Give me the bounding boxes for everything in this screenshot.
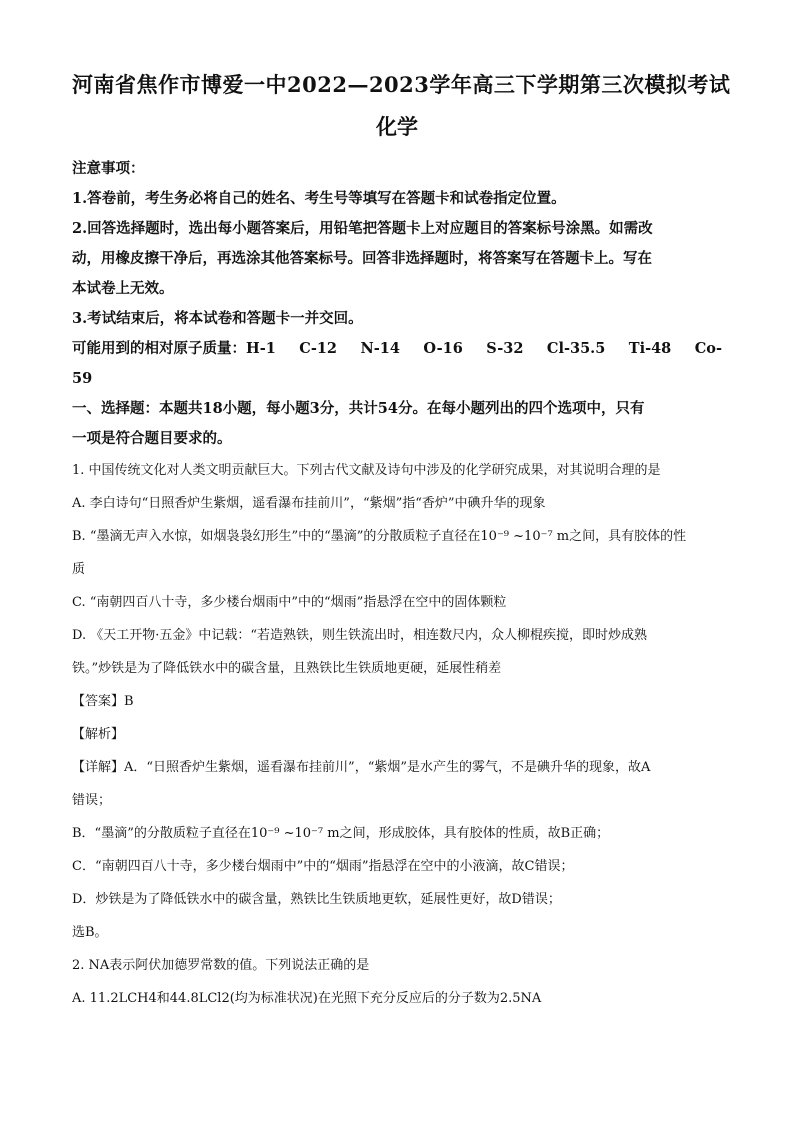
- detail-b: [72, 817, 722, 850]
- choose-line: 选B。: [72, 925, 108, 940]
- answer-value: B: [124, 694, 134, 709]
- answer-tag: 【答案】: [72, 694, 125, 709]
- atomic-masses-label: 可能用到的相对原子质量：H-1: [72, 340, 276, 357]
- question-2: [72, 949, 722, 1015]
- option-b-text: B. “墨滴无声入水惊，如烟袅袅幻形生”中的“墨滴”的分散质粒子直径在: [72, 529, 481, 544]
- option-b-cont: 质: [72, 562, 86, 577]
- atomic-mass: O-16: [423, 340, 463, 357]
- atomic-mass: Cl-35.5: [546, 340, 606, 357]
- atomic-mass-wrap: 59: [72, 370, 93, 387]
- note-line: 动，用橡皮擦干净后，再选涂其他答案标号。回答非选择题时，将答案写在答题卡上。写在: [72, 250, 652, 267]
- detail-a-text: A．“日照香炉生紫烟，遥看瀑布挂前川”，“紫烟”是水产生的雾气，不是碘升华的现象，故A: [124, 760, 651, 775]
- detail-b-text: B．“墨滴”的分散质粒子直径在: [72, 826, 251, 841]
- detail-a: [72, 751, 722, 784]
- note-line: 2.回答选择题时，选出每小题答案后，用铅笔把答题卡上对应题目的答案标号涂黑。如需改: [72, 220, 653, 237]
- detail-b-formula: 10⁻⁹ ~10⁻⁷ m: [250, 826, 340, 841]
- section-heading-cont: 一项是符合题目要求的。: [72, 430, 232, 447]
- detail-tag: 【详解】: [72, 760, 125, 775]
- option-a: A. 11.2LCH4和44.8LCl2(均为标准状况)在光照下充分反应后的分子数为2.5NA: [72, 991, 542, 1006]
- question-stem: 2. NA表示阿伏加德罗常数的值。下列说法正确的是: [72, 958, 370, 973]
- note-line: 1.答卷前，考生务必将自己的姓名、考生号等填写在答题卡和试卷指定位置。: [72, 190, 566, 207]
- exam-page: [72, 70, 731, 1015]
- atomic-masses-row: [72, 334, 722, 364]
- atomic-mass: N-14: [360, 340, 400, 357]
- option-a: A. 李白诗句“日照香炉生紫烟，遥看瀑布挂前川”，“紫烟”指“香炉”中碘升华的现象: [72, 496, 546, 511]
- detail-b-text-end: 之间，形成胶体，具有胶体的性质，故B正确；: [339, 826, 610, 841]
- option-c: C. “南朝四百八十寺，多少楼台烟雨中”中的“烟雨”指悬浮在空中的固体颗粒: [72, 595, 507, 610]
- atomic-mass: Co-: [694, 340, 722, 357]
- option-b-text-end: 之间，具有胶体的性: [569, 529, 687, 544]
- analysis-tag: 【解析】: [72, 727, 125, 742]
- atomic-mass: C-12: [299, 340, 338, 357]
- option-d-cont: 铁。”炒铁是为了降低铁水中的碳含量，且熟铁比生铁质地更硬，延展性稍差: [72, 661, 502, 676]
- detail-d: D．炒铁是为了降低铁水中的碳含量，熟铁比生铁质地更软，延展性更好，故D错误；: [72, 892, 561, 907]
- notes-section: [72, 154, 722, 334]
- answer-line: [72, 685, 722, 718]
- exam-title: 河南省焦作市博爱一中2022—2023学年高三下学期第三次模拟考试: [72, 72, 731, 97]
- question-1: [72, 454, 722, 949]
- notes-heading: 注意事项：: [72, 160, 145, 177]
- option-b: [72, 520, 722, 553]
- option-d: D. 《天工开物·五金》中记载：“若造熟铁，则生铁流出时，相连数尺内，众人柳棍疾搅，即时炒成熟: [72, 628, 648, 643]
- detail-a-cont: 错误；: [72, 793, 112, 808]
- section-heading: 一、选择题：本题共18小题，每小题3分，共计54分。在每小题列出的四个选项中，只有: [72, 400, 645, 417]
- question-stem: 1. 中国传统文化对人类文明贡献巨大。下列古代文献及诗句中涉及的化学研究成果，对其说明合理的是: [72, 463, 661, 478]
- note-line: 本试卷上无效。: [72, 280, 174, 297]
- option-b-formula: 10⁻⁹ ~10⁻⁷ m: [480, 529, 570, 544]
- subject-title: 化学: [376, 114, 418, 139]
- note-line: 3.考试结束后，将本试卷和答题卡一并交回。: [72, 310, 363, 327]
- atomic-mass: S-32: [486, 340, 524, 357]
- atomic-mass: Ti-48: [628, 340, 672, 357]
- detail-c: C．“南朝四百八十寺，多少楼台烟雨中”中的“烟雨”指悬浮在空中的小液滴，故C错误；: [72, 859, 574, 874]
